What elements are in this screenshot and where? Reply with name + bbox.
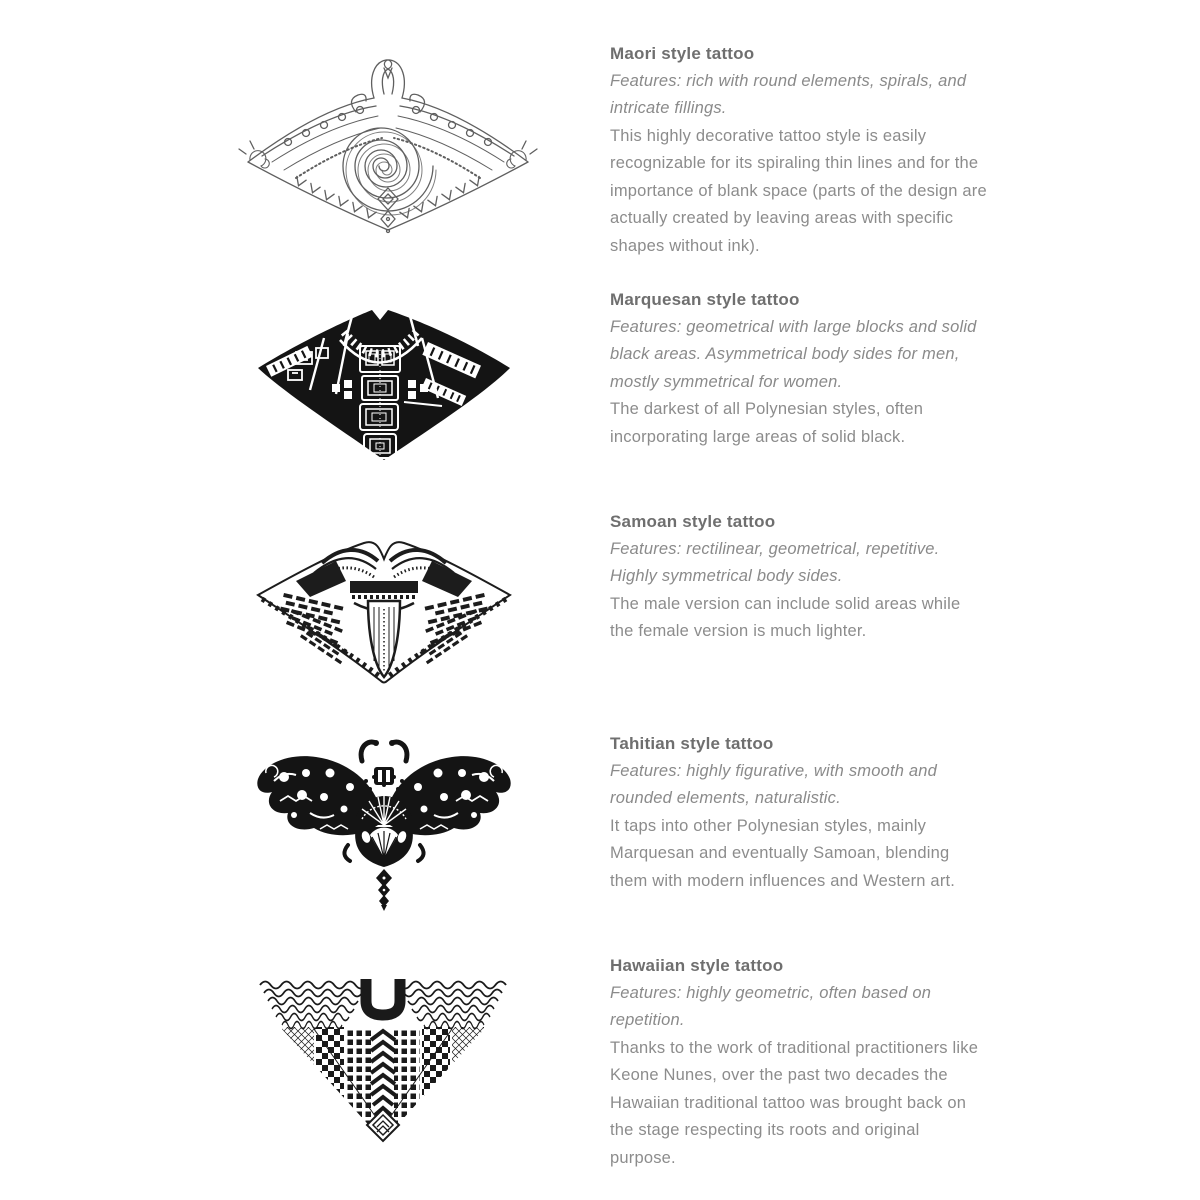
marquesan-tattoo-illustration [252, 294, 516, 466]
style-title: Samoan style tattoo [610, 512, 776, 531]
style-title: Marquesan style tattoo [610, 290, 800, 309]
text-block-marquesan [610, 286, 988, 451]
style-features: Features: rectilinear, geometrical, repetitive. Highly symmetrical body sides. [610, 539, 940, 585]
style-features: Features: rich with round elements, spirals, and intricate fillings. [610, 71, 967, 117]
style-description: The male version can include solid areas while the female version is much lighter. [610, 594, 961, 640]
style-title: Tahitian style tattoo [610, 734, 774, 753]
style-description: Thanks to the work of traditional practitioners like Keone Nunes, over the past two decades the Hawaiian traditional tattoo was brought back on the stage respecting its roots and original purpose. [610, 1038, 979, 1167]
style-features: Features: highly figurative, with smooth and rounded elements, naturalistic. [610, 761, 938, 807]
text-block-hawaiian [610, 952, 988, 1172]
tahitian-tattoo-illustration [252, 730, 516, 914]
text-block-samoan [610, 508, 988, 646]
style-features: Features: highly geometric, often based on repetition. [610, 983, 932, 1029]
hawaiian-tattoo-illustration [256, 974, 510, 1144]
style-title: Maori style tattoo [610, 44, 755, 63]
style-description: The darkest of all Polynesian styles, often incorporating large areas of solid black. [610, 400, 924, 446]
text-block-tahitian [610, 730, 988, 895]
style-title: Hawaiian style tattoo [610, 956, 784, 975]
maori-tattoo-illustration [236, 50, 540, 240]
style-description: It taps into other Polynesian styles, mainly Marquesan and eventually Samoan, blending them with modern influences and Western art. [610, 816, 956, 890]
style-description: This highly decorative tattoo style is easily recognizable for its spiraling thin lines and for the importance of blank space (parts of the design are actually created by leaving areas with specific shapes without ink). [610, 126, 987, 255]
text-block-maori [610, 40, 988, 260]
samoan-tattoo-illustration [252, 516, 516, 688]
style-features: Features: geometrical with large blocks and solid black areas. Asymmetrical body sides for men, mostly symmetrical for women. [610, 317, 977, 391]
